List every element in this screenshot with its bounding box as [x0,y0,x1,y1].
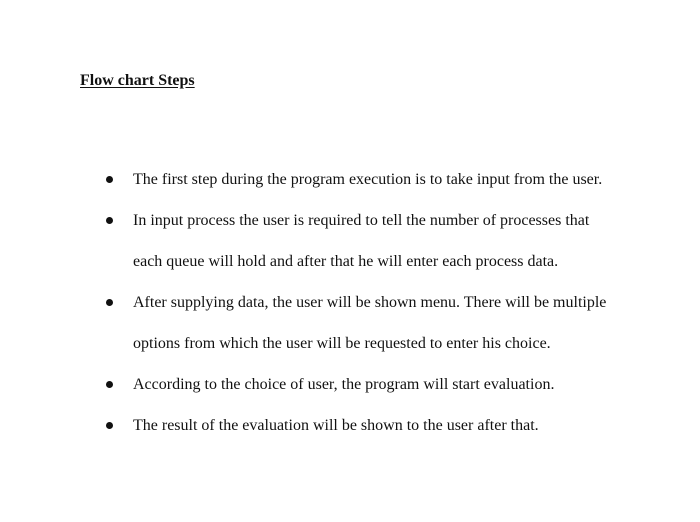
list-item [0,159,700,200]
list-item [0,282,700,364]
list-item-text: The first step during the program execution is to take input from the user. [133,171,603,188]
list-item-text: In input process the user is required to tell the number of processes that [133,212,590,229]
bullet-icon [106,299,113,306]
list-item-text: After supplying data, the user will be shown menu. There will be multiple [133,294,607,311]
bullet-icon [106,422,113,429]
bullet-icon [106,176,113,183]
list-item-text: The result of the evaluation will be shown to the user after that. [133,417,539,434]
steps-list [0,159,700,446]
list-item-text-continued: options from which the user will be requested to enter his choice. [133,335,551,352]
list-item [0,200,700,282]
list-item [0,364,700,405]
bullet-icon [106,381,113,388]
bullet-icon [106,217,113,224]
list-item-text-continued: each queue will hold and after that he will enter each process data. [133,253,559,270]
list-item [0,405,700,446]
section-heading: Flow chart Steps [80,72,195,89]
list-item-text: According to the choice of user, the program will start evaluation. [133,376,555,393]
